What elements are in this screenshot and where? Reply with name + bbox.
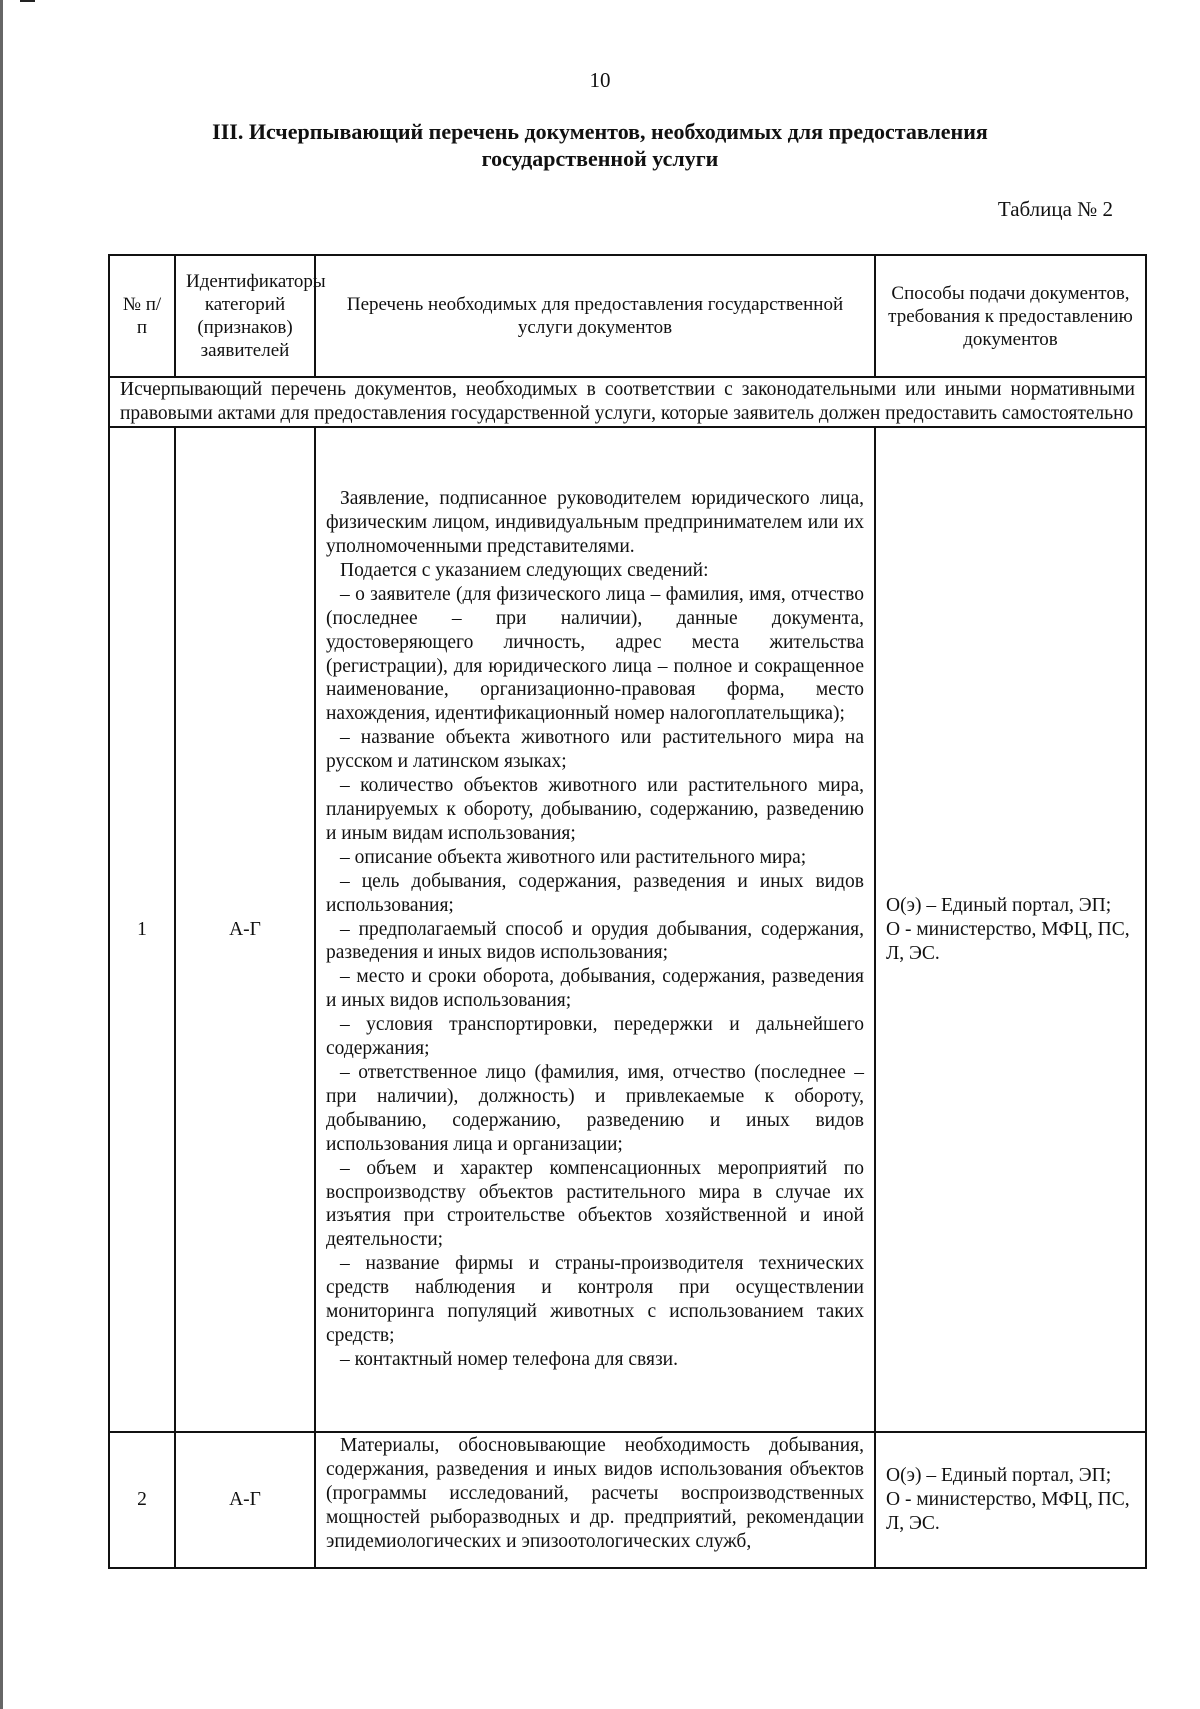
document-paragraph: – ответственное лицо (фамилия, имя, отчество (последнее – при наличии), должность) и привлекаемые к обороту, добыванию, содержанию, разведению и иных видов использования лица и организации; <box>326 1061 864 1155</box>
row-methods <box>875 427 1146 1432</box>
scan-edge-line <box>0 0 3 1709</box>
row-documents-clip <box>326 1434 864 1566</box>
table-header-row <box>109 255 1146 377</box>
scan-corner-mark <box>20 0 35 2</box>
header-methods: Способы подачи документов, требования к предоставлению документов <box>875 255 1146 377</box>
row-category: А-Г <box>175 1432 315 1568</box>
document-paragraph: – контактный номер телефона для связи. <box>340 1348 678 1370</box>
document-paragraph: – место и сроки оборота, добывания, содержания, разведения и иных видов использования; <box>326 966 864 1012</box>
document-paragraph: – название объекта животного или растительного мира на русском и латинском языках; <box>326 727 864 773</box>
row-number: 1 <box>109 427 175 1432</box>
row-methods <box>875 1432 1146 1568</box>
row-documents <box>315 1432 875 1568</box>
table-row <box>109 1432 1146 1568</box>
header-category: Идентификаторы категорий (признаков) заявителей <box>175 255 315 377</box>
method-line: О - министерство, МФЦ, ПС, Л, ЭС. <box>886 1489 1130 1534</box>
page-number: 10 <box>589 68 611 92</box>
table-label: Таблица № 2 <box>997 197 1113 221</box>
table-row <box>109 427 1146 1432</box>
document-paragraph: – описание объекта животного или растительного мира; <box>340 846 807 868</box>
document-paragraph: – о заявителе (для физического лица – фамилия, имя, отчество (последнее – при наличии), данные документа, удостоверяющего личность, адрес места жительства (регистрации), для юридического лица – полное и сокращенное наименование, организационно-правовая форма, место нахождения, идентификационный номер налогоплательщика); <box>326 583 864 725</box>
row-category: А-Г <box>175 427 315 1432</box>
method-line: О(э) – Единый портал, ЭП; <box>886 894 1112 916</box>
document-paragraph: Заявление, подписанное руководителем юридического лица, физическим лицом, индивидуальным предпринимателем или их уполномоченными представителями. <box>326 488 864 558</box>
row-documents <box>315 427 875 1432</box>
document-paragraph: – условия транспортировки, передержки и дальнейшего содержания; <box>326 1014 864 1060</box>
section-note: Исчерпывающий перечень документов, необходимых в соответствии с законодательными или иными нормативными правовыми актами для предоставления государственной услуги, которые заявитель должен предоставить самостоятельно <box>109 377 1146 427</box>
document-paragraph: – количество объектов животного или растительного мира, планируемых к обороту, добыванию, содержанию, разведению и иным видам использования; <box>326 775 864 844</box>
method-line: О(э) – Единый портал, ЭП; <box>886 1465 1112 1486</box>
header-documents: Перечень необходимых для предоставления государственной услуги документов <box>315 255 875 377</box>
header-number: № п/п <box>109 255 175 377</box>
row-number: 2 <box>109 1432 175 1568</box>
document-paragraph: – название фирмы и страны-производителя технических средств наблюдения и контроля при осуществлении мониторинга популяций животных с использованием таких средств; <box>326 1253 864 1346</box>
document-paragraph: – цель добывания, содержания, разведения и иных видов использования; <box>326 870 864 916</box>
document-paragraph: – объем и характер компенсационных мероприятий по воспроизводству объектов растительного мира в случае их изъятия при строительстве объектов хозяйственной и иной деятельности; <box>326 1157 864 1251</box>
document-paragraph: Материалы, обосновывающие необходимость добывания, содержания, разведения и иных видов использования объектов (программы исследований, расчеты воспроизводственных мощностей рыборазводных и др. предприятий, рекомендации эпидемиологических и эпизоотологических служб, <box>326 1435 864 1552</box>
section-note-row <box>109 377 1146 427</box>
section-title: III. Исчерпывающий перечень документов, необходимых для предоставления государственной услуги <box>212 119 988 171</box>
document-paragraph: Подается с указанием следующих сведений: <box>340 559 709 581</box>
method-line: О - министерство, МФЦ, ПС, Л, ЭС. <box>886 918 1130 964</box>
document-paragraph: – предполагаемый способ и орудия добывания, содержания, разведения и иных видов использования; <box>326 918 864 964</box>
documents-table <box>108 254 1147 1569</box>
